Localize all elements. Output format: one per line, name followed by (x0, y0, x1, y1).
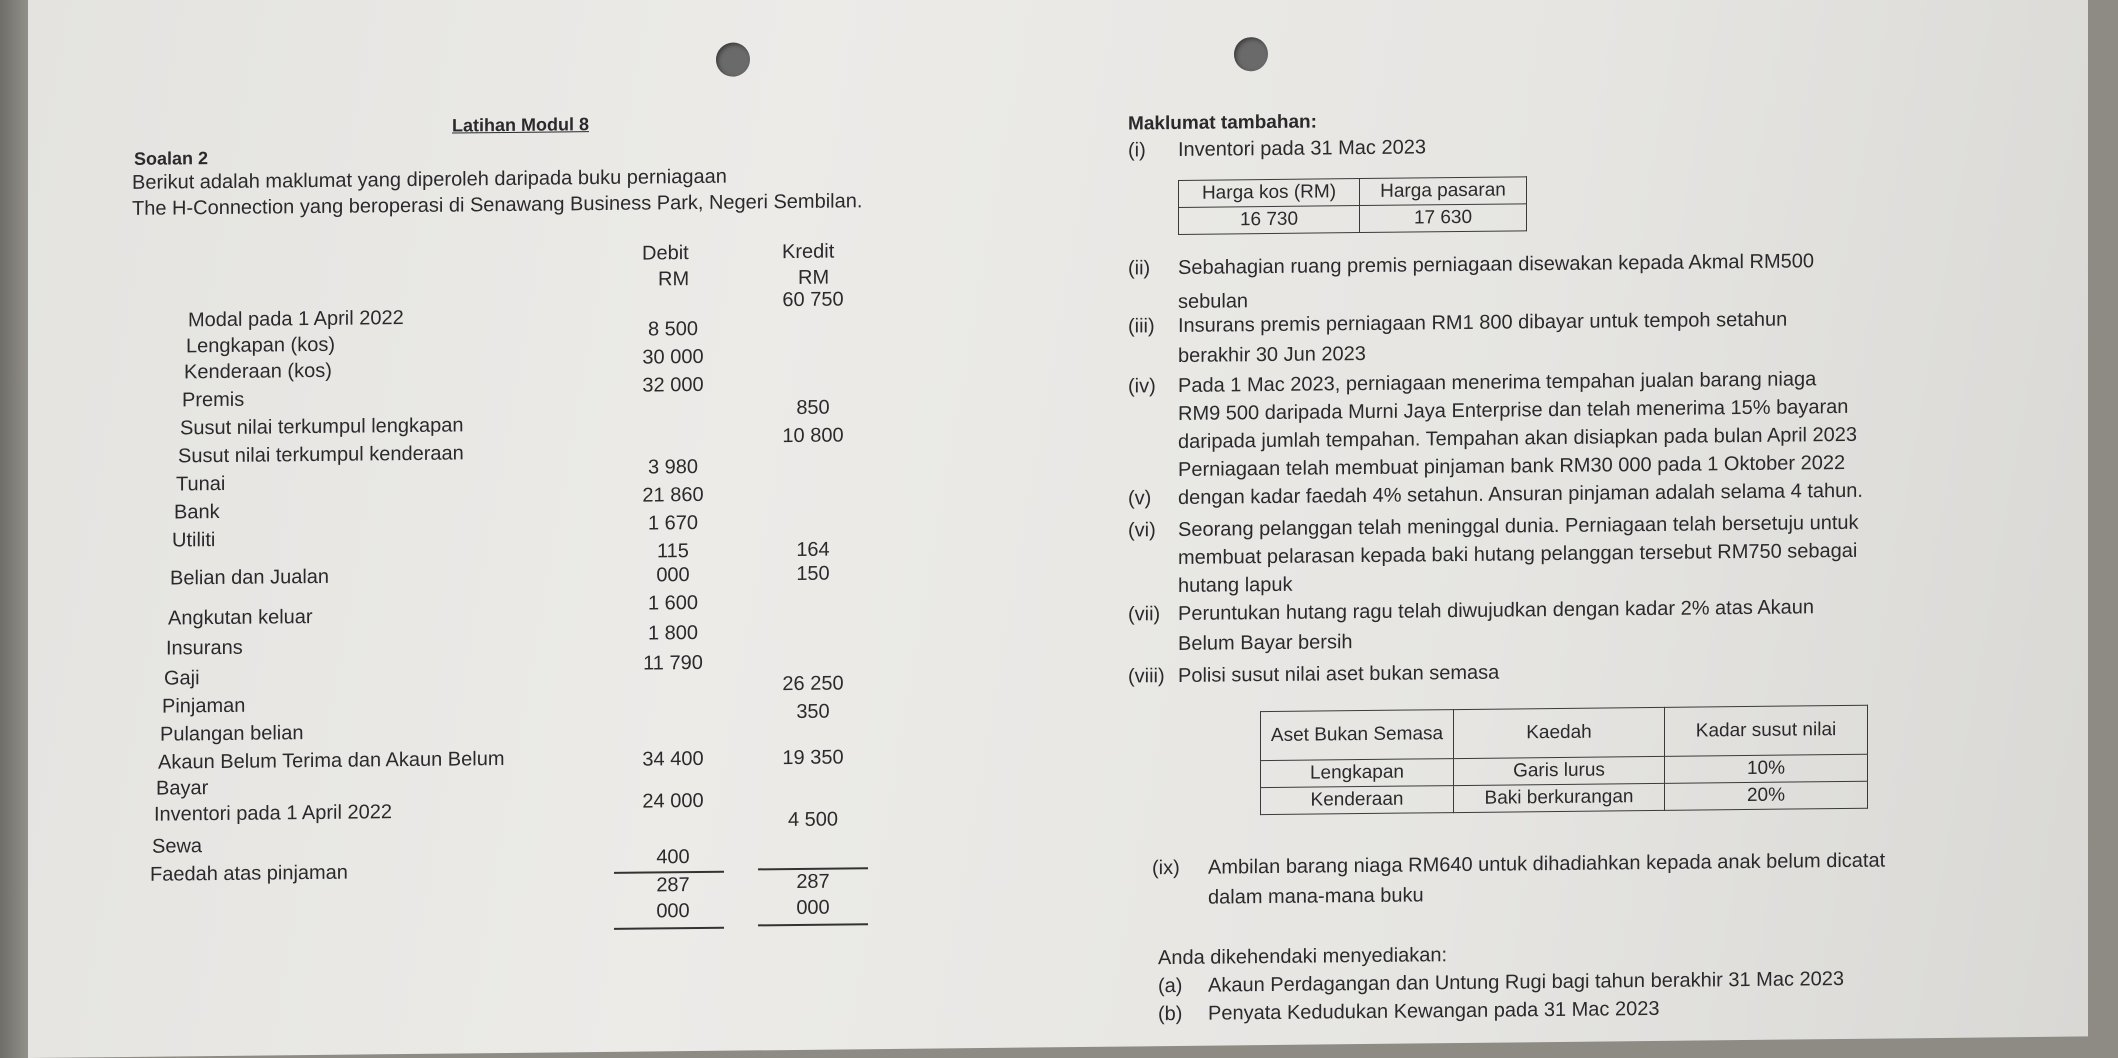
debit-tunai: 3 980 (647, 455, 699, 479)
item-ix-line-1: Ambilan barang niaga RM640 untuk dihadiahkan kepada anak belum dicatat (1208, 849, 1886, 879)
debit-insurans: 1 800 (647, 621, 699, 645)
label-bayar: Bayar (156, 777, 209, 800)
item-v-line-0: Perniagaan telah membuat pinjaman bank RM30 000 pada 1 Oktober 2022 (1178, 451, 1846, 481)
label-tunai: Tunai (176, 472, 226, 496)
label-lengkapan: Lengkapan (kos) (186, 333, 335, 358)
intro-line-1: Berikut adalah maklumat yang diperoleh daripada buku perniagaan (132, 165, 727, 194)
label-insurans: Insurans (166, 636, 243, 660)
item-iii-number: (iii) (1128, 315, 1155, 338)
label-belian-jualan: Belian dan Jualan (170, 565, 330, 590)
label-angkutan: Angkutan keluar (168, 606, 313, 630)
requirement-b-number: (b) (1158, 1002, 1183, 1026)
inventory-cost-value: 16 730 (1179, 206, 1360, 235)
inventory-header-market: Harga pasaran (1360, 177, 1527, 206)
item-vii-line-1: Peruntukan hutang ragu telah diwujudkan dengan kadar 2% atas Akaun (1178, 596, 1815, 625)
label-sewa: Sewa (152, 835, 203, 858)
item-vi-line-2: membuat pelarasan kepada baki hutang pelanggan tersebut RM750 sebagai (1178, 539, 1858, 569)
dep-method-lengkapan: Garis lurus (1454, 756, 1665, 785)
credit-header: Kredit (782, 240, 835, 264)
item-vi-line-3: hutang lapuk (1178, 573, 1293, 597)
item-v-line-2: dengan kadar faedah 4% setahun. Ansuran pinjaman adalah selama 4 tahun. (1178, 479, 1863, 509)
item-iii-line-1: Insurans premis perniagaan RM1 800 dibayar untuk tempoh setahun (1178, 308, 1788, 337)
credit-modal: 60 750 (782, 288, 844, 312)
label-akaun-belum: Akaun Belum Terima dan Akaun Belum (158, 748, 505, 774)
debit-lengkapan: 8 500 (647, 317, 699, 341)
requirement-heading: Anda dikehendaki menyediakan: (1158, 944, 1448, 970)
item-i-text: Inventori pada 31 Mac 2023 (1178, 136, 1426, 161)
debit-total-part2: 000 (656, 900, 690, 923)
dep-asset-kenderaan: Kenderaan (1261, 786, 1454, 815)
debit-header: Debit (642, 242, 689, 265)
debit-premis: 32 000 (642, 373, 704, 397)
credit-akaun-belum-bayar: 19 350 (782, 746, 844, 770)
intro-line-2: The H-Connection yang beroperasi di Senawang Business Park, Negeri Sembilan. (132, 190, 863, 220)
credit-belian-part1: 164 (796, 538, 830, 561)
item-iv-line-3: daripada jumlah tempahan. Tempahan akan disiapkan pada bulan April 2023 (1178, 423, 1858, 453)
credit-pulangan-belian: 350 (796, 700, 830, 723)
item-iv-line-2: RM9 500 daripada Murni Jaya Enterprise dan telah menerima 15% bayaran (1178, 395, 1849, 425)
item-iv-number: (iv) (1128, 375, 1156, 398)
credit-sewa: 4 500 (787, 808, 839, 832)
label-gaji: Gaji (164, 667, 200, 690)
credit-susut-lengkapan: 850 (796, 396, 830, 419)
question-number: Soalan 2 (134, 148, 209, 169)
requirement-a-number: (a) (1158, 974, 1183, 998)
item-ii-line-1: Sebahagian ruang premis perniagaan disewakan kepada Akmal RM500 (1178, 250, 1814, 279)
dep-method-kenderaan: Baki berkurangan (1454, 783, 1665, 812)
item-iii-line-2: berakhir 30 Jun 2023 (1178, 342, 1366, 367)
item-ii-line-2: sebulan (1178, 290, 1249, 313)
label-bank: Bank (174, 500, 220, 524)
item-vii-number: (vii) (1128, 603, 1161, 626)
credit-pinjaman: 26 250 (782, 672, 844, 696)
item-vi-number: (vi) (1128, 519, 1156, 542)
label-inventori: Inventori pada 1 April 2022 (154, 801, 392, 826)
dep-rate-kenderaan: 20% (1665, 781, 1868, 810)
punch-hole (1234, 37, 1268, 71)
label-kenderaan: Kenderaan (kos) (184, 359, 332, 384)
debit-sewa: 400 (656, 846, 690, 869)
item-viii-number: (viii) (1128, 665, 1165, 688)
item-vii-line-2: Belum Bayar bersih (1178, 631, 1353, 655)
additional-info-heading: Maklumat tambahan: (1128, 111, 1317, 135)
debit-unit: RM (658, 268, 690, 291)
dep-rate-lengkapan: 10% (1665, 754, 1868, 783)
depreciation-table (1260, 705, 1868, 815)
debit-gaji: 11 790 (643, 651, 703, 675)
debit-akaun-belum-terima: 34 400 (642, 747, 704, 771)
dep-asset-lengkapan: Lengkapan (1261, 759, 1454, 788)
requirement-a-text: Akaun Perdagangan dan Untung Rugi bagi tahun berakhir 31 Mac 2023 (1208, 967, 1845, 997)
label-faedah: Faedah atas pinjaman (150, 861, 348, 886)
credit-susut-kenderaan: 10 800 (782, 424, 844, 448)
debit-total-underline (614, 927, 724, 930)
label-premis: Premis (182, 388, 245, 412)
label-susut-lengkapan: Susut nilai terkumpul lengkapan (180, 414, 464, 440)
debit-utiliti: 1 670 (647, 511, 699, 535)
item-i-number: (i) (1128, 139, 1146, 162)
debit-belian-part1: 115 (657, 540, 689, 563)
label-pulangan-belian: Pulangan belian (160, 722, 304, 746)
item-ii-number: (ii) (1128, 257, 1151, 280)
punch-hole (716, 42, 750, 76)
credit-belian-part2: 150 (796, 562, 830, 585)
credit-total-underline (758, 923, 868, 926)
credit-unit: RM (798, 266, 830, 289)
worksheet-title: Latihan Modul 8 (452, 114, 589, 136)
label-modal: Modal pada 1 April 2022 (188, 307, 404, 332)
dep-header-asset: Aset Bukan Semasa (1261, 710, 1454, 761)
inventory-table (1178, 176, 1527, 235)
worksheet-page (28, 0, 2088, 1058)
credit-total-part2: 000 (796, 896, 830, 919)
item-v-number: (v) (1128, 487, 1152, 510)
label-pinjaman: Pinjaman (162, 694, 246, 718)
dep-header-rate: Kadar susut nilai (1665, 705, 1868, 756)
credit-total-part1: 287 (796, 870, 830, 893)
debit-kenderaan: 30 000 (642, 345, 704, 369)
label-susut-kenderaan: Susut nilai terkumpul kenderaan (178, 442, 464, 468)
debit-inventori: 24 000 (642, 789, 704, 813)
inventory-market-value: 17 630 (1360, 204, 1527, 233)
requirement-b-text: Penyata Kedudukan Kewangan pada 31 Mac 2023 (1208, 997, 1660, 1025)
item-vi-line-1: Seorang pelanggan telah meninggal dunia. Perniagaan telah bersetuju untuk (1178, 511, 1859, 541)
item-ix-number: (ix) (1152, 856, 1180, 880)
debit-bank: 21 860 (642, 483, 704, 507)
dep-header-method: Kaedah (1454, 707, 1665, 758)
debit-belian-part2: 000 (656, 564, 690, 587)
label-utiliti: Utiliti (172, 529, 216, 552)
item-ix-line-2: dalam mana-mana buku (1208, 884, 1424, 909)
debit-total-part1: 287 (656, 874, 690, 897)
item-viii-text: Polisi susut nilai aset bukan semasa (1178, 661, 1500, 687)
debit-angkutan: 1 600 (647, 591, 699, 615)
inventory-header-cost: Harga kos (RM) (1179, 179, 1360, 208)
item-iv-line-1: Pada 1 Mac 2023, perniagaan menerima tempahan jualan barang niaga (1178, 368, 1817, 397)
